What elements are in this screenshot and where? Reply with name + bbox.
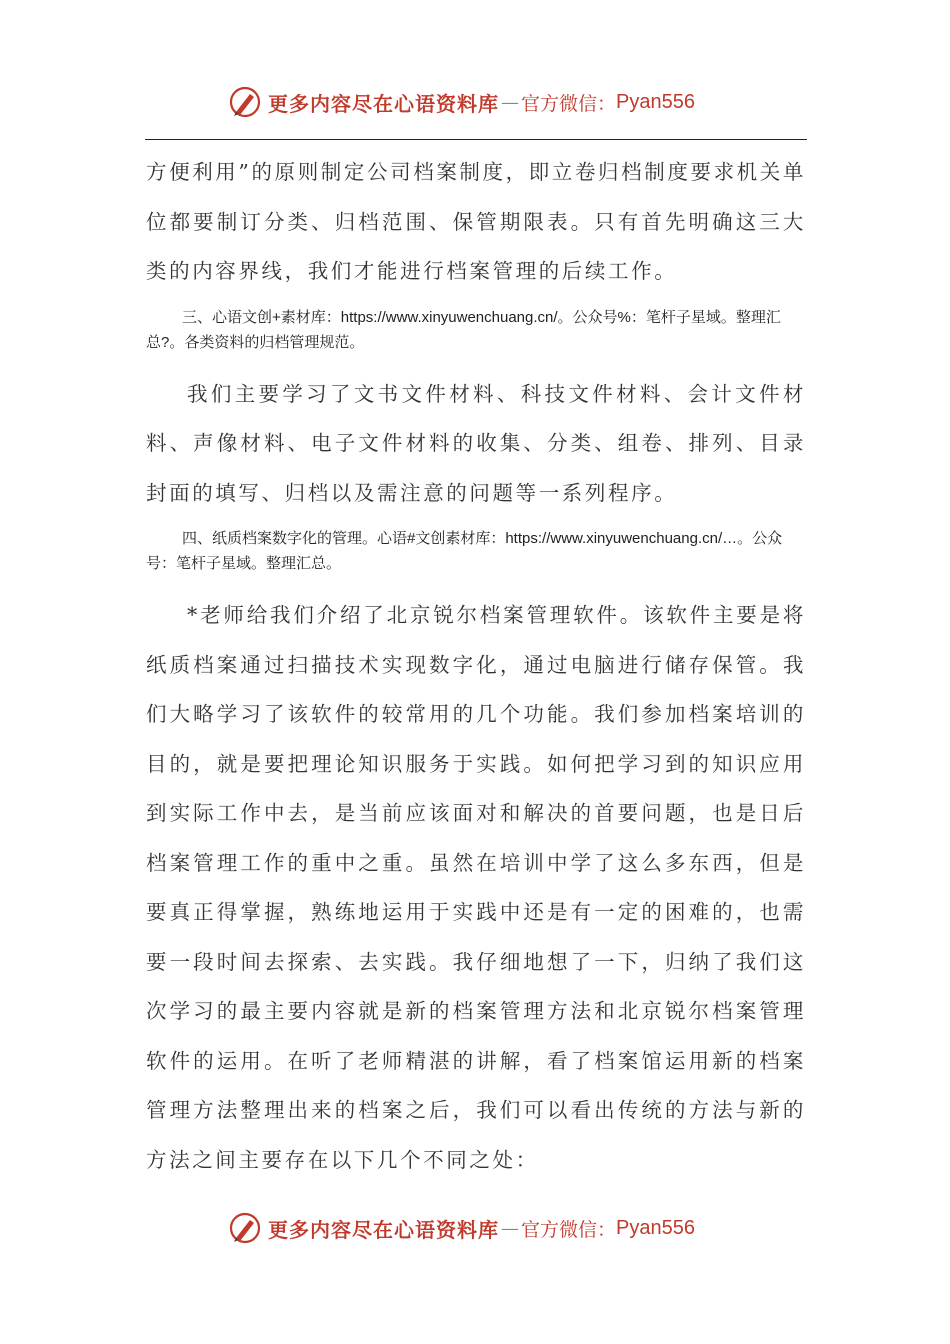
section-heading-3: 三、心语文创+素材库：https://www.xinyuwenchuang.cn/。公众号%：笔杆子星域。整理汇总?。各类资料的归档管理规范。 [146, 308, 781, 351]
pen-logo-icon [228, 1211, 262, 1245]
header-divider [145, 139, 807, 140]
banner-separator: — [501, 1217, 519, 1239]
banner-wechat-id: Pyan556 [616, 90, 695, 113]
banner-wechat-label: 官方微信： [521, 92, 617, 115]
banner-title: 更多内容尽在心语资料库 [268, 91, 499, 116]
banner-title: 更多内容尽在心语资料库 [268, 1217, 499, 1242]
pen-logo-icon [228, 85, 262, 119]
banner-wechat-label: 官方微信： [521, 1218, 617, 1241]
paragraph-1: 方便利用”的原则制定公司档案制度，即立卷归档制度要求机关单位都要制订分类、归档范围、保管期限表。只有首先明确这三大类的内容界线，我们才能进行档案管理的后续工作。 [146, 160, 806, 283]
header-banner [228, 82, 728, 122]
footer-banner [228, 1208, 728, 1248]
paragraph-3: *老师给我们介绍了北京锐尔档案管理软件。该软件主要是将纸质档案通过扫描技术实现数字化，通过电脑进行储存保管。我们大略学习了该软件的较常用的几个功能。我们参加档案培训的目的，就是要把理论知识服务于实践。如何把学习到的知识应用到实际工作中去，是当前应该面对和解决的首要问题，也是日后档案管理工作的重中之重。虽然在培训中学了这么多东西，但是要真正得掌握，熟练地运用于实践中还是有一定的困难的，也需要一段时间去探索、去实践。我仔细地想了一下，归纳了我们这次学习的最主要内容就是新的档案管理方法和北京锐尔档案管理软件的运用。在听了老师精湛的讲解，看了档案馆运用新的档案管理方法整理出来的档案之后，我们可以看出传统的方法与新的方法之间主要存在以下几个不同之处： [146, 603, 806, 1172]
document-body [146, 148, 806, 1185]
paragraph-2: 我们主要学习了文书文件材料、科技文件材料、会计文件材料、声像材料、电子文件材料的收集、分类、组卷、排列、目录封面的填写、归档以及需注意的问题等一系列程序。 [146, 381, 806, 505]
section-heading-4: 四、纸质档案数字化的管理。心语#文创素材库：https://www.xinyuwenchuang.cn/…。公众号：笔杆子星域。整理汇总。 [146, 530, 783, 572]
banner-wechat-id: Pyan556 [616, 1216, 695, 1239]
banner-separator: — [501, 91, 519, 113]
